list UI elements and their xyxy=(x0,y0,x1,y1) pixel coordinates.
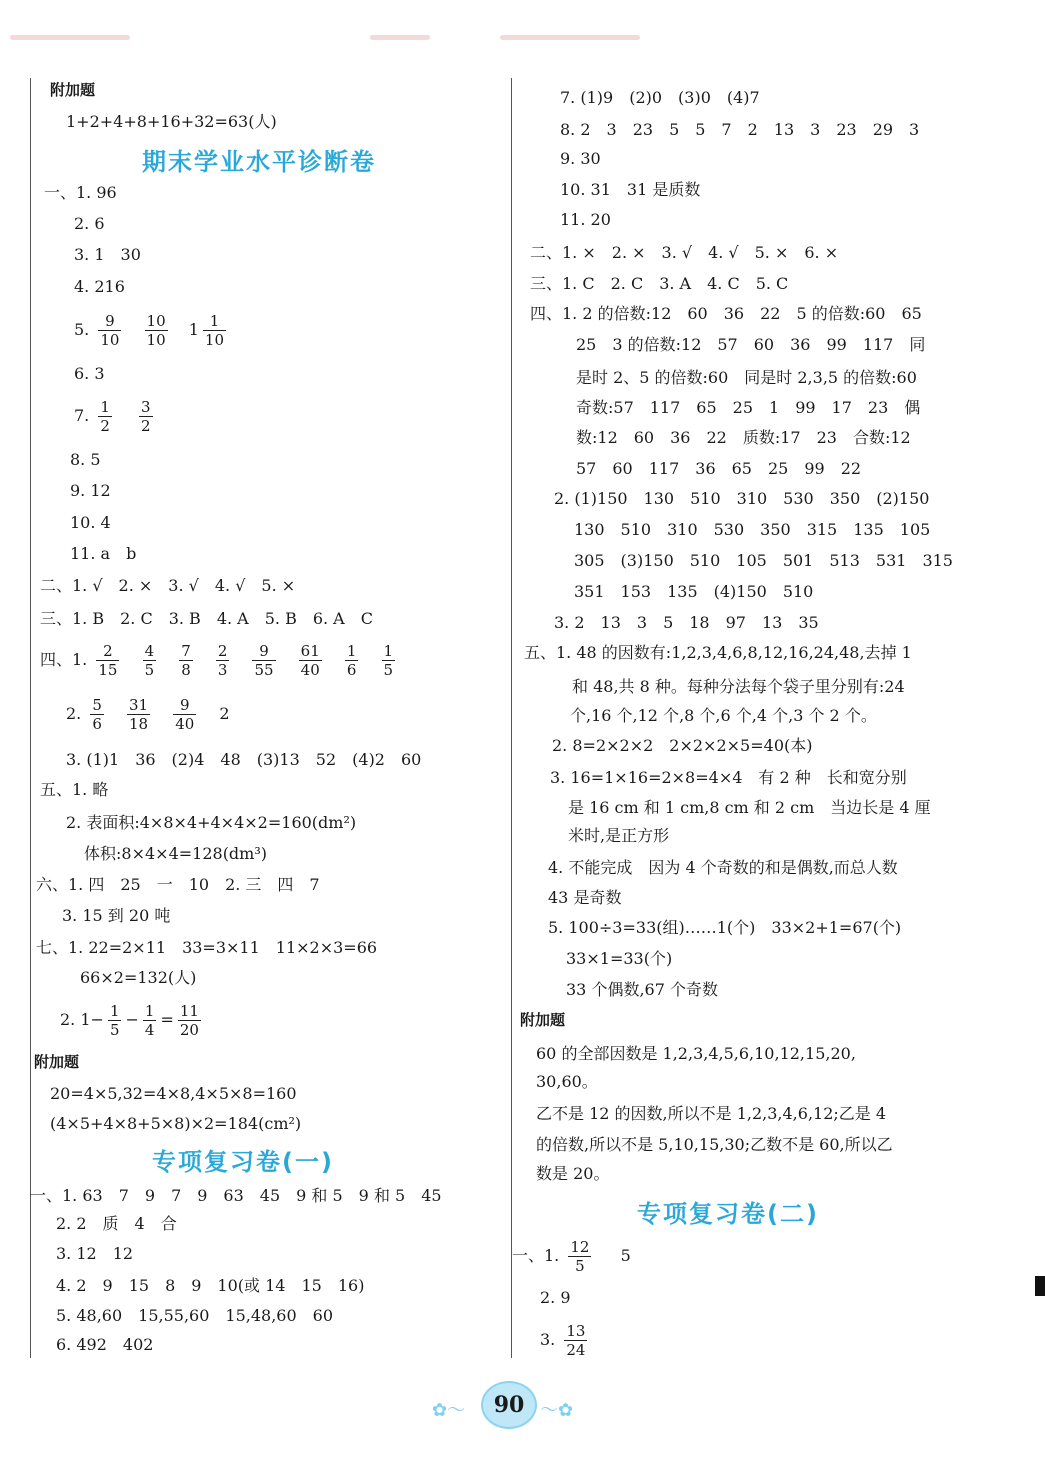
item-number: 3. xyxy=(540,1330,556,1349)
answer-line: 3. 12 12 xyxy=(56,1244,134,1263)
answer-line: 是 16 cm 和 1 cm,8 cm 和 2 cm 当边长是 4 厘 xyxy=(568,798,931,817)
answer-line: 3. (1)1 36 (2)4 48 (3)13 52 (4)2 60 xyxy=(66,750,422,769)
section-title-final-exam: 期末学业水平诊断卷 xyxy=(142,148,376,176)
item-number: 四、1. xyxy=(40,650,88,669)
answer-line: 60 的全部因数是 1,2,3,4,5,6,10,12,15,20, xyxy=(536,1044,856,1063)
answer-line: 7. (1)9 (2)0 (3)0 (4)7 xyxy=(560,88,760,107)
fraction: $\frac{31}{18}$ xyxy=(129,696,149,733)
fraction: $\frac{1}{4}$ xyxy=(144,1002,155,1039)
fraction: $\frac{1}{6}$ xyxy=(346,642,357,679)
answer-line: 66×2=132(人) xyxy=(80,968,197,987)
answer-line: 25 3 的倍数:12 57 60 36 99 117 同 xyxy=(576,335,926,354)
item-number: 5. xyxy=(74,320,90,339)
answer-value: 2 xyxy=(219,704,230,723)
top-decoration-band xyxy=(0,30,1045,44)
answer-line: 9. 12 xyxy=(70,481,111,500)
fraction: $\frac{13}{24}$ xyxy=(566,1322,586,1359)
answer-line: 一、1. 63 7 9 7 9 63 45 9 和 5 9 和 5 45 xyxy=(30,1186,442,1205)
answer-line: 数是 20。 xyxy=(536,1164,610,1183)
answer-line: 5. 48,60 15,55,60 15,48,60 60 xyxy=(56,1306,334,1325)
answer-line: 的倍数,所以不是 5,10,15,30;乙数不是 60,所以乙 xyxy=(536,1135,893,1154)
answer-line: 6. 3 xyxy=(74,364,105,383)
answer-line: 三、1. C 2. C 3. A 4. C 5. C xyxy=(530,274,789,293)
item-number: 7. xyxy=(74,406,90,425)
fraction: $\frac{9}{40}$ xyxy=(175,696,195,733)
fraction: $\frac{1}{10}$ xyxy=(204,312,225,349)
answer-line: 351 153 135 (4)150 510 xyxy=(574,582,814,601)
answer-line: 10. 31 31 是质数 xyxy=(560,180,701,199)
answer-line-fractions xyxy=(540,1318,591,1362)
answer-line: 和 48,共 8 种。每种分法每个袋子里分别有:24 xyxy=(572,677,905,696)
fraction: $\frac{10}{10}$ xyxy=(146,312,166,349)
answer-line: 57 60 117 36 65 25 99 22 xyxy=(576,459,862,478)
answer-line: 奇数:57 117 65 25 1 99 17 23 偶 xyxy=(576,398,921,417)
answer-line: 二、1. × 2. × 3. √ 4. √ 5. × 6. × xyxy=(530,243,839,262)
answer-line: 2. 6 xyxy=(74,214,105,233)
answer-line: 4. 2 9 15 8 9 10(或 14 15 16) xyxy=(56,1276,365,1295)
fraction: $\frac{3}{2}$ xyxy=(141,398,151,435)
extra-question-title: 附加题 xyxy=(520,1011,566,1029)
answer-line: 2. 2 质 4 合 xyxy=(56,1214,177,1233)
item-number: 2. xyxy=(66,704,82,723)
fraction: $\frac{5}{6}$ xyxy=(92,696,102,733)
answer-line: 5. 100÷3=33(组)……1(个) 33×2+1=67(个) xyxy=(548,918,902,937)
answer-line: 2. (1)150 130 510 310 530 350 (2)150 xyxy=(554,489,930,508)
fraction: $\frac{4}{5}$ xyxy=(144,642,155,679)
answer-line-fractions xyxy=(60,998,205,1042)
left-margin-rule xyxy=(30,78,31,1358)
answer-line: 4. 216 xyxy=(74,277,125,296)
fraction: $\frac{9}{55}$ xyxy=(254,642,274,679)
flourish-left-icon: ✿〜 xyxy=(432,1400,466,1421)
fraction: $\frac{12}{5}$ xyxy=(570,1238,590,1275)
answer-line: 五、1. 48 的因数有:1,2,3,4,6,8,12,16,24,48,去掉 1 xyxy=(524,643,912,662)
answer-line: 3. 1 30 xyxy=(74,245,141,264)
answer-line: 43 是奇数 xyxy=(548,888,622,907)
fraction: $\frac{11}{20}$ xyxy=(179,1002,199,1039)
fraction: $\frac{61}{40}$ xyxy=(300,642,320,679)
center-divider xyxy=(511,78,512,1358)
answer-line: 四、1. 2 的倍数:12 60 36 22 5 的倍数:60 65 xyxy=(530,304,922,323)
answer-line: 3. 15 到 20 吨 xyxy=(62,906,171,925)
answer-line: 305 (3)150 510 105 501 513 531 315 xyxy=(574,551,953,570)
answer-line: 11. 20 xyxy=(560,210,611,229)
answer-line: 4. 不能完成 因为 4 个奇数的和是偶数,而总人数 xyxy=(548,858,898,877)
page-number-badge: 90 xyxy=(481,1381,537,1429)
answer-line: 130 510 310 530 350 315 135 105 xyxy=(574,520,931,539)
answer-line: 一、1. 96 xyxy=(44,183,117,202)
answer-line: 33 个偶数,67 个奇数 xyxy=(566,980,718,999)
answer-line: 五、1. 略 xyxy=(40,780,109,799)
extra-answer-line: 1+2+4+8+16+32=63(人) xyxy=(66,112,277,131)
equals-sign: = xyxy=(160,1010,174,1029)
section-title-review-1: 专项复习卷(一) xyxy=(152,1148,334,1176)
minus-sign: − xyxy=(125,1010,139,1029)
answer-line: 三、1. B 2. C 3. B 4. A 5. B 6. A C xyxy=(40,609,373,628)
answer-line: 33×1=33(个) xyxy=(566,949,673,968)
answer-line: 3. 16=1×16=2×8=4×4 有 2 种 长和宽分别 xyxy=(550,768,907,787)
answer-line: 30,60。 xyxy=(536,1072,598,1091)
answer-line: 20=4×5,32=4×8,4×5×8=160 xyxy=(50,1084,297,1103)
fraction: $\frac{9}{10}$ xyxy=(100,312,120,349)
section-title-review-2: 专项复习卷(二) xyxy=(637,1200,819,1228)
answer-line: 8. 2 3 23 5 5 7 2 13 3 23 29 3 xyxy=(560,120,920,139)
answer-line: (4×5+4×8+5×8)×2=184(cm²) xyxy=(50,1114,302,1133)
answer-line-fractions xyxy=(40,638,399,682)
extra-question-title: 附加题 xyxy=(50,81,96,99)
answer-line: 二、1. √ 2. × 3. √ 4. √ 5. × xyxy=(40,576,296,595)
fraction: $\frac{1}{5}$ xyxy=(383,642,394,679)
answer-line: 六、1. 四 25 一 10 2. 三 四 7 xyxy=(36,875,320,894)
answer-line: 体积:8×4×4=128(dm³) xyxy=(84,844,268,863)
answer-line: 11. a b xyxy=(70,544,137,563)
item-number: 一、1. xyxy=(512,1246,560,1265)
answer-line-fractions xyxy=(512,1234,631,1278)
answer-line: 8. 5 xyxy=(70,450,101,469)
fraction: $\frac{2}{15}$ xyxy=(98,642,118,679)
whole-number: 1 xyxy=(188,320,199,339)
answer-line: 2. 8=2×2×2 2×2×2×5=40(本) xyxy=(552,736,813,755)
answer-value: 5 xyxy=(620,1246,631,1265)
answer-line: 6. 492 402 xyxy=(56,1335,154,1354)
answer-line: 七、1. 22=2×11 33=3×11 11×2×3=66 xyxy=(36,938,378,957)
answer-line: 9. 30 xyxy=(560,149,601,168)
fraction: $\frac{7}{8}$ xyxy=(181,642,191,679)
fraction: $\frac{2}{3}$ xyxy=(217,642,228,679)
answer-line: 米时,是正方形 xyxy=(568,826,670,845)
extra-question-title: 附加题 xyxy=(34,1053,80,1071)
answer-line: 2. 9 xyxy=(540,1288,571,1307)
answer-line: 3. 2 13 3 5 18 97 13 35 xyxy=(554,613,819,632)
answer-line: 乙不是 12 的因数,所以不是 1,2,3,4,6,12;乙是 4 xyxy=(536,1104,887,1123)
answer-line: 数:12 60 36 22 质数:17 23 合数:12 xyxy=(576,428,911,447)
item-number: 2. 1− xyxy=(60,1010,104,1029)
answer-line: 是时 2、5 的倍数:60 同是时 2,3,5 的倍数:60 xyxy=(576,368,917,387)
answer-line-fractions xyxy=(74,396,157,436)
edge-marker xyxy=(1035,1276,1045,1296)
flourish-right-icon: 〜✿ xyxy=(540,1400,574,1421)
answer-line-fractions xyxy=(66,692,230,736)
answer-line: 个,16 个,12 个,8 个,6 个,4 个,3 个 2 个。 xyxy=(570,706,877,725)
fraction: $\frac{1}{2}$ xyxy=(100,398,110,435)
answer-line: 10. 4 xyxy=(70,513,111,532)
fraction: $\frac{1}{5}$ xyxy=(109,1002,120,1039)
answer-line: 2. 表面积:4×8×4+4×4×2=160(dm²) xyxy=(66,813,357,832)
answer-line-fractions xyxy=(74,310,230,350)
